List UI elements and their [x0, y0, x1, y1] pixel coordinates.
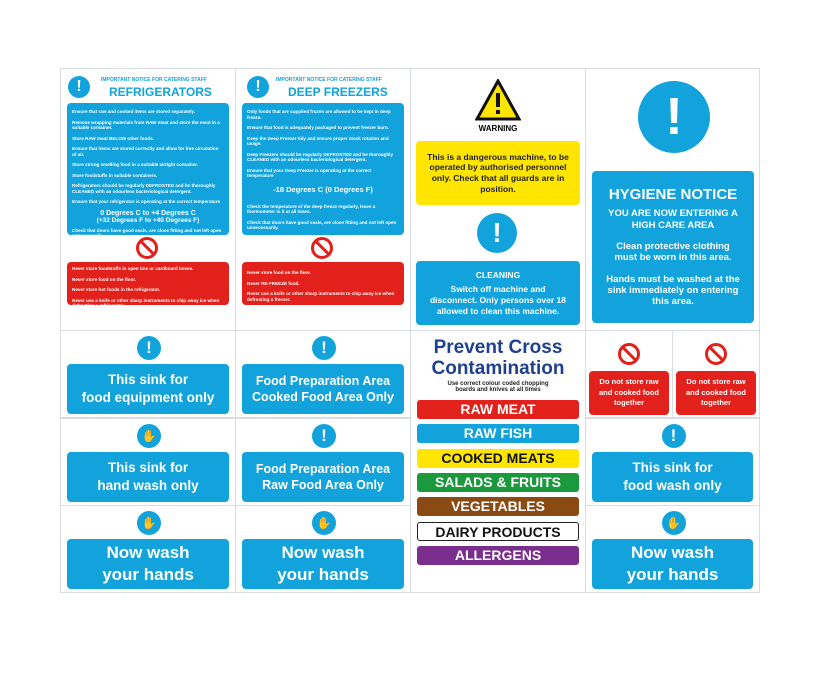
exclamation-icon: ! [312, 336, 336, 360]
refrigerators-sign [60, 68, 236, 331]
color-code-bar: COOKED MEATS [417, 449, 579, 468]
color-code-bar: RAW FISH [417, 424, 579, 443]
list-item: Only foods that are supplied frozen are allowed to be kept in deep freeze. [247, 109, 391, 120]
cleaning-text: Switch off machine and disconnect. Only persons over 18 allowed to clean this machine. [429, 284, 567, 316]
sign-panel [589, 371, 669, 415]
list-item: Ensure that your Deep Freezer is operating at the correct temperature [247, 167, 372, 178]
instructions-panel [67, 103, 229, 238]
sign-title: DEEP FREEZERS [288, 85, 388, 99]
exclamation-icon: ! [137, 336, 161, 360]
sign-text: This sink for [107, 372, 189, 388]
sign-text: food equipment only [81, 390, 215, 405]
sign-panel [242, 452, 404, 502]
sign-text: your hands [626, 565, 719, 584]
warning-sign [410, 68, 586, 331]
hygiene-notice-sign [585, 68, 760, 331]
list-item: Check the temperature of the deep freeze regularly, leave a thermometer in it at all times. [247, 203, 376, 214]
list-item: Never RE-FREEZE food. [247, 280, 300, 286]
exclamation-icon: ! [477, 213, 517, 253]
list-item: Never use a knife or other sharp instruments to chip away ice when defrosting a freezer. [247, 291, 395, 302]
prohibition-icon [136, 237, 158, 259]
color-code-bar: RAW MEAT [417, 400, 579, 419]
cross-title-2: Contamination [431, 358, 565, 379]
sign-sink-equipment [60, 330, 236, 418]
sign-text: Food Preparation Area [255, 461, 391, 476]
list-item: Never store hot foods in the refrigerator. [72, 287, 161, 292]
do-not-store-sign [585, 330, 673, 418]
sign-text: Do not store raw and cooked food together [599, 377, 659, 408]
warning-panel [416, 141, 580, 205]
sign-text: Do not store raw and cooked food together [686, 377, 746, 408]
sign-panel [67, 539, 229, 589]
sign-text: your hands [277, 565, 369, 584]
hygiene-panel [592, 171, 754, 323]
list-item: Never store food on the floor. [247, 270, 312, 275]
sign-text: your hands [102, 565, 194, 584]
warning-label: WARNING [478, 124, 518, 133]
list-item: Ensure that your refrigerator is operating at the correct temperature [72, 199, 221, 204]
cross-subtitle: Use correct colour coded chopping boards and knives at all times [447, 381, 549, 393]
sign-panel [67, 452, 229, 502]
list-item: Check that doors have good seals, are close fitting and not left open unnecessarily. [247, 219, 397, 230]
list-item: Keep the Deep Freezer tidy and ensure proper stock rotation and usage. [247, 135, 389, 146]
list-item: Refrigerators should be regularly DEFROSTED and be thoroughly CLEANED with an odourless bacteriological detergent. [72, 183, 216, 194]
exclamation-icon: ! [247, 76, 269, 98]
sign-title: REFRIGERATORS [109, 85, 212, 99]
color-code-bar: VEGETABLES [417, 497, 579, 516]
instructions-panel [242, 103, 404, 235]
sign-text: This sink for [107, 460, 189, 476]
hygiene-text-1: Clean protective clothing must be worn in this area. [614, 240, 732, 264]
exclamation-icon: ! [312, 424, 336, 448]
sign-wash-hands [60, 505, 236, 593]
sign-panel [242, 539, 404, 589]
list-item: Never store food on the floor. [72, 276, 137, 282]
prohibition-icon [705, 343, 727, 365]
cleaning-title: CLEANING [475, 269, 521, 280]
color-code-bar: DAIRY PRODUCTS [417, 522, 579, 541]
hygiene-subtitle: YOU ARE NOW ENTERING A HIGH CARE AREA [608, 208, 738, 231]
list-item: Never use a knife or other sharp instruments to chip away ice when defrosting a refrigerator. [72, 297, 220, 308]
sign-sink-food [585, 418, 760, 506]
sign-panel [67, 364, 229, 414]
warning-triangle-icon [475, 79, 521, 121]
prohibitions-panel [242, 262, 404, 305]
temperature: -18 Degrees C (0 Degrees F) [273, 184, 373, 194]
sign-panel [676, 371, 756, 415]
prohibitions-panel [67, 262, 229, 308]
hand-wash-icon: ✋ [137, 424, 161, 448]
sign-sink-handwash [60, 418, 236, 506]
warning-text: This is a dangerous machine, to be operated by authorised personnel only. Check that all guards are in position. [427, 151, 569, 194]
sign-wash-hands [235, 505, 411, 593]
hand-wash-icon: ✋ [137, 511, 161, 535]
sign-text: Now wash [630, 542, 715, 562]
sign-text: Now wash [281, 542, 365, 562]
notice-label: IMPORTANT NOTICE FOR CATERING STAFF [276, 77, 382, 83]
color-code-bar: ALLERGENS [417, 546, 579, 565]
prohibition-icon [618, 343, 640, 365]
hand-wash-icon: ✋ [662, 511, 686, 535]
temperature-f: (+32 Degrees F to +40 Degrees F) [96, 216, 200, 224]
sign-panel [592, 452, 753, 502]
sign-food-prep-raw [235, 418, 411, 506]
sign-food-prep-cooked [235, 330, 411, 418]
footer-text: Check that doors have good seals, are close fitting and not left open unnecessarily. [72, 227, 222, 238]
sign-text: Food Preparation Area [255, 373, 391, 388]
sign-text: hand wash only [97, 478, 199, 493]
hygiene-title: HYGIENE NOTICE [608, 186, 738, 204]
list-item: Ensure that food is adequately packaged to prevent freezer burn. [247, 125, 389, 130]
list-item: Store RAW meat BELOW other foods. [72, 135, 154, 141]
exclamation-icon: ! [662, 424, 686, 448]
hand-wash-icon: ✋ [312, 511, 336, 535]
list-item: Deep Freezers should be regularly DEFROSTED and be thoroughly CLEANED with an odourless bacteriological detergent. [247, 151, 394, 162]
prohibition-icon [311, 237, 333, 259]
list-item: Store foodstuffs in suitable containers. [72, 172, 158, 178]
exclamation-icon: ! [638, 81, 710, 153]
deep-freezers-sign [235, 68, 411, 331]
list-item: Remove wrapping materials from RAW meat and store the meat in a suitable container. [72, 119, 220, 130]
cleaning-panel [416, 261, 580, 325]
list-item: Store strong smelling food in a suitable airtight container. [72, 162, 199, 167]
cross-title-1: Prevent Cross [433, 337, 563, 358]
list-item: Ensure that items are stored correctly and allow for free circulation of air. [72, 146, 219, 157]
cross-contamination-sign [410, 330, 586, 593]
notice-label: IMPORTANT NOTICE FOR CATERING STAFF [101, 77, 207, 83]
sign-panel [242, 364, 404, 414]
list-item: Ensure that raw and cooked items are stored separately. [72, 109, 195, 114]
sign-text: food wash only [623, 478, 722, 493]
sign-text: Now wash [106, 542, 190, 562]
sign-text: Cooked Food Area Only [252, 390, 394, 404]
hygiene-text-2: Hands must be washed at the sink immediately on entering this area. [606, 273, 740, 308]
sign-wash-hands [585, 505, 760, 593]
sign-text: Raw Food Area Only [262, 478, 384, 492]
sign-text: This sink for [632, 460, 713, 476]
list-item: Never store foodstuffs in open tins or cardboard boxes. [72, 266, 194, 271]
do-not-store-sign [672, 330, 760, 418]
temperature: 0 Degrees C to +4 Degrees C [100, 209, 196, 217]
color-code-bar: SALADS & FRUITS [417, 473, 579, 492]
sign-panel [592, 539, 753, 589]
exclamation-icon: ! [68, 76, 90, 98]
